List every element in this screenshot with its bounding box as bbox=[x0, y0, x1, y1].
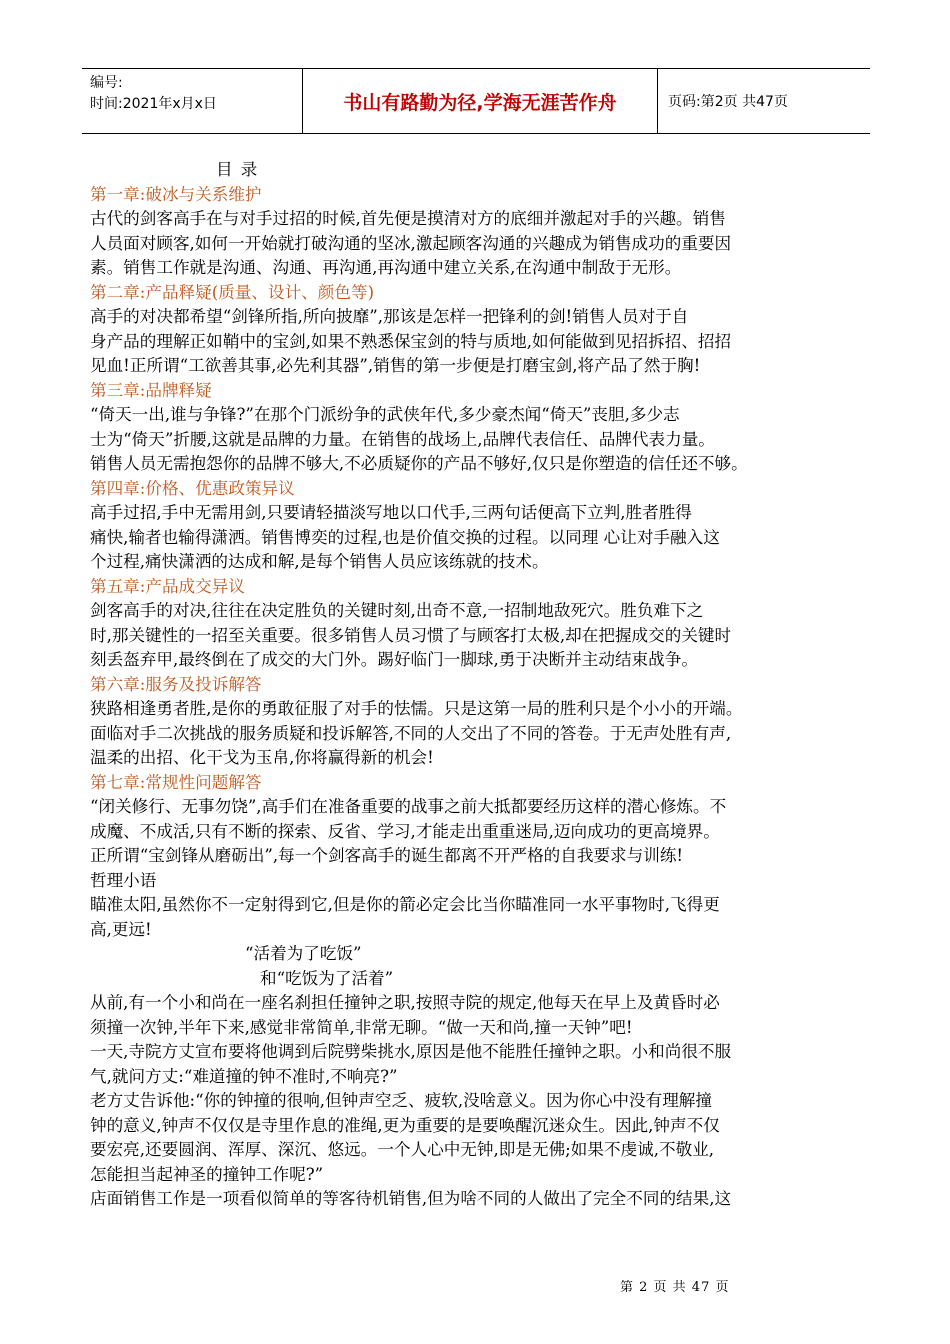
story-title-line1: “活着为了吃饭” bbox=[245, 944, 362, 963]
philosophy-text-line: 高,更远! bbox=[90, 919, 152, 939]
chapter-text-line: 高手的对决都希望“剑锋所指,所向披靡”,那该是怎样一把锋利的剑!销售人员对于自 bbox=[90, 307, 689, 326]
story-text-line: 须撞一次钟,半年下来,感觉非常简单,非常无聊。“做一天和尚,撞一天钟”吧! bbox=[90, 1017, 633, 1037]
philosophy-text bbox=[90, 893, 868, 942]
story-text bbox=[90, 991, 868, 1212]
story-title-line2: 和“吃饭为了活着” bbox=[260, 968, 394, 988]
chapter-text-line: 成魔、不成活,只有不断的探索、反省、学习,才能走出重重迷局,迈向成功的更高境界。 bbox=[90, 821, 720, 841]
document-time: 时间:2021年x月x日 bbox=[90, 96, 217, 112]
header-page-info: 页码:第2页 共47页 bbox=[668, 94, 788, 110]
chapter-title: 第六章:服务及投诉解答 bbox=[90, 674, 262, 694]
chapter-text-line: 时,那关键性的一招至关重要。很多销售人员习惯了与顾客打太极,却在把握成交的关键时 bbox=[90, 625, 732, 645]
story-text-line: 店面销售工作是一项看似简单的等客待机销售,但为啥不同的人做出了完全不同的结果,这 bbox=[90, 1189, 732, 1208]
chapter-title: 第五章:产品成交异议 bbox=[90, 576, 245, 596]
chapter-text-line: 素。销售工作就是沟通、沟通、再沟通,再沟通中建立关系,在沟通中制敌于无形。 bbox=[90, 258, 682, 277]
chapter-title: 第一章:破冰与关系维护 bbox=[90, 184, 262, 204]
story-text-line: 从前,有一个小和尚在一座名刹担任撞钟之职,按照寺院的规定,他每天在早上及黄昏时必 bbox=[90, 993, 720, 1012]
story-text-line: 气,就问方丈:“难道撞的钟不准时,不响亮?” bbox=[90, 1066, 398, 1086]
story-text-line: 要宏亮,还要圆润、浑厚、深沉、悠远。一个人心中无钟,即是无佛;如果不虔诚,不敬业, bbox=[90, 1140, 715, 1159]
document-number-label: 编号: bbox=[90, 75, 123, 91]
chapter-text-line: 个过程,痛快潇洒的达成和解,是每个销售人员应该练就的技术。 bbox=[90, 552, 549, 571]
chapter-text-line: 士为“倚天”折腰,这就是品牌的力量。在销售的战场上,品牌代表信任、品牌代表力量。 bbox=[90, 429, 715, 449]
chapter-text-line: 古代的剑客高手在与对手过招的时候,首先便是摸清对方的底细并激起对手的兴趣。销售 bbox=[90, 209, 726, 228]
philosophy-text-line: 瞄准太阳,虽然你不一定射得到它,但是你的箭必定会比当你瞄准同一水平事物时,飞得更 bbox=[90, 895, 720, 914]
story-text-line: 老方丈告诉他:“你的钟撞的很响,但钟声空乏、疲软,没啥意义。因为你心中没有理解撞 bbox=[90, 1091, 712, 1110]
story-text-line: 一天,寺院方丈宣布要将他调到后院劈柴挑水,原因是他不能胜任撞钟之职。小和尚很不服 bbox=[90, 1042, 732, 1061]
story-text-line: 怎能担当起神圣的撞钟工作呢?” bbox=[90, 1164, 324, 1184]
chapter-title: 第二章:产品释疑(质量、设计、颜色等) bbox=[90, 282, 375, 302]
header-meta bbox=[82, 69, 302, 133]
chapter-text-line: 见血!正所谓“工欲善其事,必先利其器”,销售的第一步便是打磨宝剑,将产品了然于胸! bbox=[90, 356, 701, 375]
chapter-text-line: 正所谓“宝剑锋从磨砺出”,每一个剑客高手的诞生都离不开严格的自我要求与训练! bbox=[90, 846, 684, 865]
header-motto: 书山有路勤为径,学海无涯苦作舟 bbox=[302, 69, 658, 133]
chapter-text-line: 身产品的理解正如鞘中的宝剑,如果不熟悉保宝剑的特与质地,如何能做到见招拆招、招招 bbox=[90, 331, 732, 351]
chapter-text-line: 痛快,输者也输得潇洒。销售博奕的过程,也是价值交换的过程。以同理 心让对手融入这 bbox=[90, 527, 720, 547]
document-body bbox=[90, 158, 868, 1212]
chapter-title: 第七章:常规性问题解答 bbox=[90, 772, 262, 792]
chapter-text-line: 人员面对顾客,如何一开始就打破沟通的坚冰,激起顾客沟通的兴趣成为销售成功的重要因 bbox=[90, 233, 732, 253]
chapter-title: 第三章:品牌释疑 bbox=[90, 380, 212, 400]
chapter-text-line: “倚天一出,谁与争锋?”在那个门派纷争的武侠年代,多少豪杰闻“倚天”丧胆,多少志 bbox=[90, 405, 680, 424]
story-text-line: 钟的意义,钟声不仅仅是寺里作息的准绳,更为重要的是要唤醒沉迷众生。因此,钟声不仅 bbox=[90, 1115, 720, 1135]
chapter-text-line: “闭关修行、无事勿饶”,高手们在准备重要的战事之前大抵都要经历这样的潜心修炼。不 bbox=[90, 797, 727, 816]
page-footer: 第 2 页 共 47 页 bbox=[620, 1280, 730, 1295]
chapter-text-line: 温柔的出招、化干戈为玉帛,你将赢得新的机会! bbox=[90, 748, 434, 767]
toc-title: 目录 bbox=[216, 160, 266, 179]
chapter-text-line: 面临对手二次挑战的服务质疑和投诉解答,不同的人交出了不同的答卷。于无声处胜有声, bbox=[90, 723, 732, 743]
chapter-text-line: 销售人员无需抱怨你的品牌不够大,不必质疑你的产品不够好,仅只是你塑造的信任还不够。 bbox=[90, 454, 748, 473]
philosophy-heading: 哲理小语 bbox=[90, 870, 157, 890]
chapter-text-line: 高手过招,手中无需用剑,只要请轻描淡写地以口代手,三两句话便高下立判,胜者胜得 bbox=[90, 503, 692, 522]
chapter-title: 第四章:价格、优惠政策异议 bbox=[90, 478, 295, 498]
page-header bbox=[82, 68, 870, 134]
chapter-text-line: 狭路相逢勇者胜,是你的勇敢征服了对手的怯懦。只是这第一局的胜利只是个小小的开端。 bbox=[90, 699, 743, 718]
chapter-list bbox=[90, 183, 868, 869]
chapter-text-line: 剑客高手的对决,往往在决定胜负的关键时刻,出奇不意,一招制地敌死穴。胜负难下之 bbox=[90, 601, 704, 620]
chapter-text-line: 刻丢盔弃甲,最终倒在了成交的大门外。踢好临门一脚球,勇于决断并主动结束战争。 bbox=[90, 650, 698, 669]
